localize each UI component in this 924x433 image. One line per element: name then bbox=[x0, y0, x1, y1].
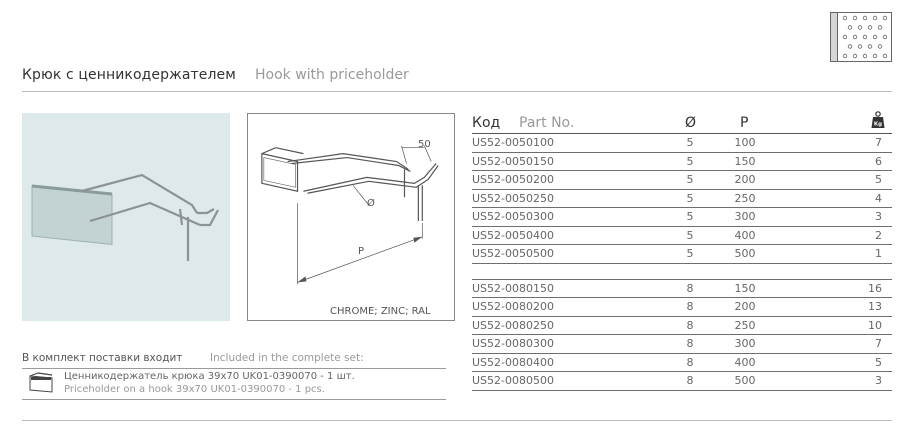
weight-kg-icon bbox=[871, 111, 885, 129]
table-row bbox=[472, 317, 892, 336]
part-number-cell: US52-0080400 bbox=[472, 355, 554, 369]
diameter-cell: 5 bbox=[686, 210, 694, 223]
part-number-cell: US52-0080250 bbox=[472, 318, 554, 332]
length-cell: 500 bbox=[734, 247, 756, 260]
length-cell: 400 bbox=[734, 228, 756, 242]
table-row bbox=[472, 171, 892, 190]
part-number-cell: US52-0050500 bbox=[472, 247, 554, 260]
header-length: P bbox=[740, 115, 749, 131]
part-number-cell: US52-0050400 bbox=[472, 228, 554, 242]
weight-cell: 5 bbox=[875, 355, 882, 369]
finish-caption: CHROME; ZINC; RAL bbox=[330, 306, 431, 317]
table-header bbox=[472, 113, 892, 134]
weight-cell: 10 bbox=[868, 318, 882, 332]
diameter-cell: 8 bbox=[686, 281, 694, 295]
table-row bbox=[472, 134, 892, 153]
table-row bbox=[472, 298, 892, 317]
header-divider bbox=[22, 91, 892, 92]
length-cell: 150 bbox=[734, 281, 756, 295]
table-row bbox=[472, 372, 892, 391]
length-cell: 100 bbox=[734, 136, 756, 149]
included-item-ru: Ценникодержатель крюка 39х70 UK01-0390070 - 1 шт. bbox=[64, 371, 355, 382]
length-cell: 400 bbox=[734, 355, 756, 369]
part-number-cell: US52-0050250 bbox=[472, 191, 554, 205]
table-row bbox=[472, 335, 892, 354]
table-row bbox=[472, 227, 892, 246]
part-number-cell: US52-0050300 bbox=[472, 210, 554, 223]
dimension-p-label: P bbox=[358, 246, 365, 257]
part-number-cell: US52-0050150 bbox=[472, 154, 554, 168]
diameter-cell: 8 bbox=[686, 337, 694, 350]
diameter-cell: 5 bbox=[686, 136, 694, 149]
length-cell: 200 bbox=[734, 300, 756, 313]
table-row bbox=[472, 354, 892, 373]
part-number-cell: US52-0080150 bbox=[472, 281, 554, 295]
dimension-diameter-label: Ø bbox=[367, 198, 375, 209]
header-diameter: Ø bbox=[685, 115, 697, 131]
length-cell: 150 bbox=[734, 154, 756, 168]
header-part-no: Part No. bbox=[519, 115, 575, 131]
length-cell: 300 bbox=[734, 210, 756, 223]
weight-cell: 6 bbox=[875, 154, 882, 168]
length-cell: 250 bbox=[734, 318, 756, 332]
part-number-cell: US52-0050200 bbox=[472, 173, 554, 186]
table-row bbox=[472, 153, 892, 172]
svg-text:Kg: Kg bbox=[873, 121, 883, 128]
footer-divider bbox=[22, 420, 892, 421]
part-number-cell: US52-0080300 bbox=[472, 337, 554, 350]
included-label-ru: В комплект поставки входит bbox=[22, 352, 183, 364]
included-divider-top bbox=[22, 368, 446, 369]
pegboard-icon bbox=[830, 12, 892, 62]
weight-cell: 1 bbox=[875, 247, 882, 260]
dimension-50-label: 50 bbox=[418, 139, 431, 150]
length-cell: 500 bbox=[734, 374, 756, 387]
table-row bbox=[472, 245, 892, 264]
length-cell: 300 bbox=[734, 337, 756, 350]
part-number-cell: US52-0050100 bbox=[472, 136, 554, 149]
included-divider-bottom bbox=[22, 399, 446, 400]
part-number-cell: US52-0080200 bbox=[472, 300, 554, 313]
included-label-en: Included in the complete set: bbox=[210, 352, 364, 364]
diameter-cell: 5 bbox=[686, 191, 694, 205]
weight-cell: 3 bbox=[875, 374, 882, 387]
table-row bbox=[472, 190, 892, 209]
diameter-cell: 5 bbox=[686, 228, 694, 242]
weight-cell: 13 bbox=[868, 300, 882, 313]
weight-cell: 7 bbox=[875, 136, 882, 149]
table-body bbox=[472, 134, 892, 391]
page-title-ru: Крюк с ценникодержателем bbox=[22, 67, 236, 83]
weight-cell: 7 bbox=[875, 337, 882, 350]
weight-cell: 2 bbox=[875, 228, 882, 242]
length-cell: 200 bbox=[734, 173, 756, 186]
table-row bbox=[472, 208, 892, 227]
diameter-cell: 8 bbox=[686, 318, 694, 332]
diameter-cell: 8 bbox=[686, 300, 694, 313]
page-title-en: Hook with priceholder bbox=[255, 67, 409, 83]
part-number-cell: US52-0080500 bbox=[472, 374, 554, 387]
weight-cell: 5 bbox=[875, 173, 882, 186]
table-group-separator bbox=[472, 264, 892, 280]
length-cell: 250 bbox=[734, 191, 756, 205]
diameter-cell: 8 bbox=[686, 355, 694, 369]
weight-cell: 3 bbox=[875, 210, 882, 223]
product-photo bbox=[22, 113, 230, 321]
table-row bbox=[472, 280, 892, 299]
diameter-cell: 5 bbox=[686, 173, 694, 186]
included-item-en: Priceholder on a hook 39x70 UK01-0390070 - 1 pcs. bbox=[64, 384, 325, 395]
part-number-table bbox=[472, 113, 892, 391]
diameter-cell: 8 bbox=[686, 374, 694, 387]
diameter-cell: 5 bbox=[686, 154, 694, 168]
header-code: Код bbox=[472, 115, 501, 131]
diameter-cell: 5 bbox=[686, 247, 694, 260]
priceholder-icon bbox=[28, 372, 54, 394]
weight-cell: 4 bbox=[875, 191, 882, 205]
weight-cell: 16 bbox=[868, 281, 882, 295]
